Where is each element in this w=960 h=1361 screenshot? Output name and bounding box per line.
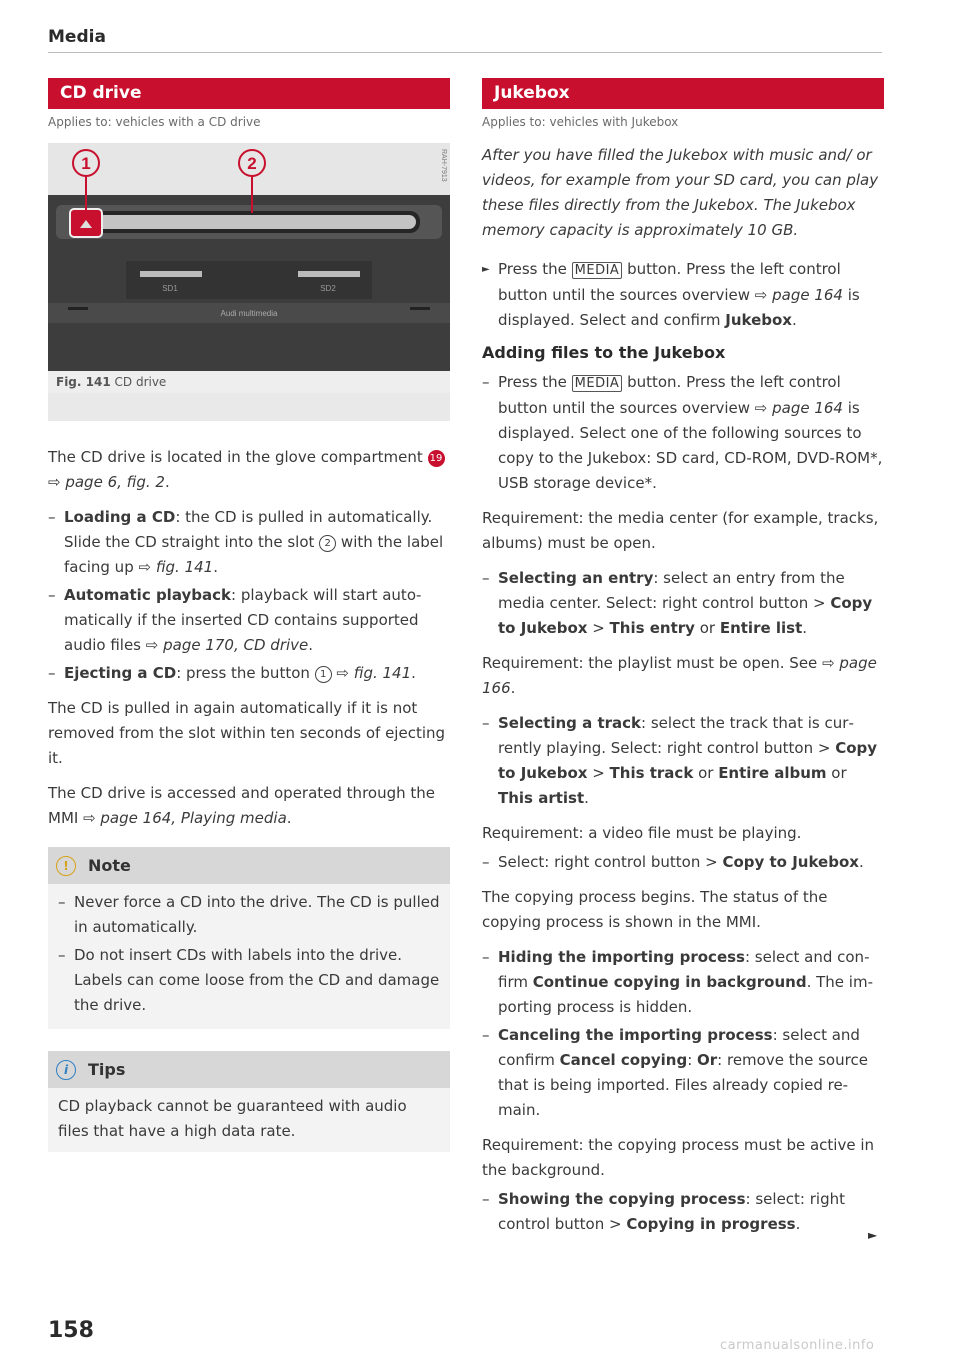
req-4: Requirement: the copying process must be active in the background.: [482, 1136, 875, 1179]
list-item: – Select: right control button > Copy to Jukebox.: [482, 850, 884, 875]
figure-caption: Fig. 141 CD drive: [48, 371, 450, 393]
callout-2-text: 2: [247, 154, 257, 173]
subheading: Adding files to the Jukebox: [482, 343, 726, 362]
list-item: – Automatic playback: playback will start automatically if the inserted CD contains supported audio files ⇨ page 170, CD drive.: [48, 583, 450, 658]
ref-link[interactable]: ⇨ page 164: [754, 286, 843, 304]
ref-link[interactable]: ⇨ page 166: [482, 654, 877, 697]
cd-applies: Applies to: vehicles with a CD drive: [48, 115, 261, 129]
jukebox-intro: After you have filled the Jukebox with music and/ or videos, for example from your SD card, you can play these files directly from the Jukebox. The Jukebox memory capacity is approximately 10 GB.: [482, 146, 879, 239]
ref-link[interactable]: ⇨ fig. 141: [138, 558, 214, 576]
copy-begins: The copying process begins. The status of the copying process is shown in the MMI.: [482, 888, 828, 931]
section-title: Media: [48, 27, 106, 47]
list-item: – Hiding the importing process: select and confirm Continue copying in background. The importing process is hidden.: [482, 945, 884, 1020]
ref-link[interactable]: ⇨ page 6, fig. 2: [48, 473, 165, 491]
tips-body: CD playback cannot be guaranteed with audio files that have a high data rate.: [48, 1088, 450, 1152]
jukebox-heading: Jukebox: [482, 78, 884, 109]
step-item: ► Press the MEDIA button. Press the left control button until the sources overview ⇨ page 164 is displayed. Select and confirm Jukebox.: [482, 257, 884, 333]
continue-arrow-icon: ►: [868, 1228, 878, 1242]
note-header: ! Note: [48, 847, 450, 884]
page-number: 158: [48, 1318, 94, 1343]
cd-drive-figure: [48, 143, 450, 421]
ref-link[interactable]: ⇨ page 164, Playing media: [83, 809, 287, 827]
tips-header: i Tips: [48, 1051, 450, 1088]
warning-icon: !: [56, 856, 76, 876]
cd-intro: The CD drive is located in the glove compartment 19 ⇨ page 6, fig. 2.: [48, 445, 450, 495]
ref-link[interactable]: ⇨ fig. 141: [331, 664, 412, 682]
media-key: MEDIA: [572, 375, 623, 392]
list-item: – Never force a CD into the drive. The CD is pulled in automatically.: [58, 890, 440, 940]
jukebox-applies: Applies to: vehicles with Jukebox: [482, 115, 679, 129]
req-3: Requirement: a video file must be playing.: [482, 824, 802, 842]
list-item: – Selecting an entry: select an entry from the media center. Select: right control button > Copy to Jukebox > This entry or Entire list.: [482, 566, 884, 641]
req-2: Requirement: the playlist must be open. See ⇨ page 166.: [482, 654, 877, 697]
callout-19: 19: [428, 450, 445, 467]
ref-link[interactable]: ⇨ page 164: [754, 399, 843, 417]
list-item: – Canceling the importing process: select and confirm Cancel copying: Or: remove the source that is being imported. Files already copied remain.: [482, 1023, 884, 1123]
cd-drive-illustration: [48, 143, 450, 371]
left-column: [48, 78, 450, 1152]
page-header: [48, 24, 882, 53]
cd-para-1: The CD is pulled in again automatically if it is not removed from the slot within ten seconds of ejecting it.: [48, 699, 446, 767]
list-item: – Selecting a track: select the track that is currently playing. Select: right control button > Copy to Jukebox > This track or Entire album or This artist.: [482, 711, 884, 811]
sd1-label: SD1: [162, 284, 178, 293]
callout-1-text: 1: [81, 154, 91, 173]
right-column: [482, 78, 884, 1240]
sd2-label: SD2: [320, 284, 336, 293]
brand-label: Audi multimedia: [220, 309, 278, 318]
watermark: carmanualsonline.info: [720, 1338, 875, 1353]
list-item: – Ejecting a CD: press the button 1 ⇨ fig. 141.: [48, 661, 450, 686]
list-item: – Showing the copying process: select: right control button > Copying in progress.: [482, 1187, 884, 1237]
list-item: – Do not insert CDs with labels into the drive. Labels can come loose from the CD and damage the drive.: [58, 943, 440, 1018]
list-item: – Press the MEDIA button. Press the left control button until the sources overview ⇨ page 164 is displayed. Select one of the following sources to copy to the Jukebox: SD card, CD-ROM, DVD-ROM*, USB storage device*.: [482, 370, 884, 496]
note-body: [48, 884, 450, 1029]
media-key: MEDIA: [572, 262, 623, 279]
figure-code: RAH-7913: [440, 149, 447, 182]
info-icon: i: [56, 1060, 76, 1080]
list-item: – Loading a CD: the CD is pulled in automatically. Slide the CD straight into the slot 2 with the label facing up ⇨ fig. 141.: [48, 505, 450, 580]
ref-link[interactable]: ⇨ page 170, CD drive: [145, 636, 309, 654]
cd-drive-heading: CD drive: [48, 78, 450, 109]
req-1: Requirement: the media center (for example, tracks, albums) must be open.: [482, 509, 879, 552]
cd-para-2: The CD drive is accessed and operated through the MMI ⇨ page 164, Playing media.: [48, 784, 435, 827]
